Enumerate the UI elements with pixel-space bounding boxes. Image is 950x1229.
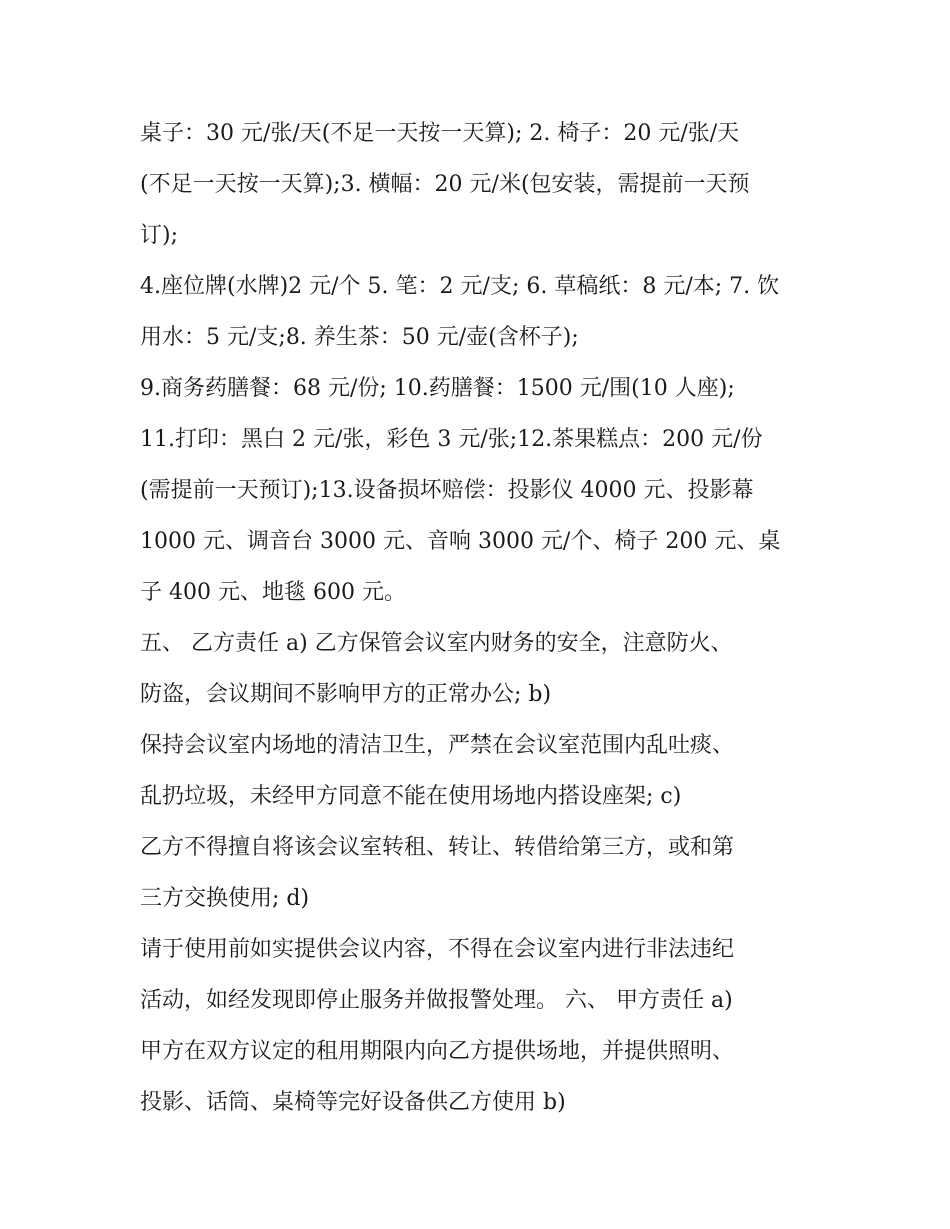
text-line: 1000 元、调音台 3000 元、音响 3000 元/个、椅子 200 元、桌 [140,529,781,554]
text-line: 投影、话筒、桌椅等完好设备供乙方使用 b) [140,1090,566,1115]
text-line: (需提前一天预订);13.设备损坏赔偿：投影仪 4000 元、投影幕 [140,478,754,503]
text-line: 4.座位牌(水牌)2 元/个 5. 笔：2 元/支; 6. 草稿纸：8 元/本; 7. 饮 [140,274,780,299]
text-line: 子 400 元、地毯 600 元。 [140,580,406,605]
text-line: 用水：5 元/支;8. 养生茶：50 元/壶(含杯子); [140,325,579,350]
text-line: 桌子：30 元/张/天(不足一天按一天算); 2. 椅子：20 元/张/天 [140,121,740,146]
text-line: 五、 乙方责任 a) 乙方保管会议室内财务的安全，注意防火、 [140,631,733,656]
text-line: 9.商务药膳餐：68 元/份; 10.药膳餐：1500 元/围(10 人座); [140,376,735,401]
text-line: 请于使用前如实提供会议内容，不得在会议室内进行非法违纪 [140,937,735,962]
text-line: 11.打印：黑白 2 元/张，彩色 3 元/张;12.茶果糕点：200 元/份 [140,427,763,452]
text-line: 乙方不得擅自将该会议室转租、转让、转借给第三方，或和第 [140,835,735,860]
text-line: (不足一天按一天算);3. 横幅：20 元/米(包安装，需提前一天预 [140,172,750,197]
text-line: 活动，如经发现即停止服务并做报警处理。 六、 甲方责任 a) [140,988,733,1013]
text-line: 订); [140,223,178,248]
text-line: 三方交换使用; d) [140,886,310,911]
text-line: 乱扔垃圾，未经甲方同意不能在使用场地内搭设座架; c) [140,784,682,809]
text-line: 甲方在双方议定的租用期限内向乙方提供场地，并提供照明、 [140,1039,735,1064]
text-line: 防盗，会议期间不影响甲方的正常办公; b) [140,682,552,707]
document-body [140,108,820,1128]
text-line: 保持会议室内场地的清洁卫生，严禁在会议室范围内乱吐痰、 [140,733,735,758]
